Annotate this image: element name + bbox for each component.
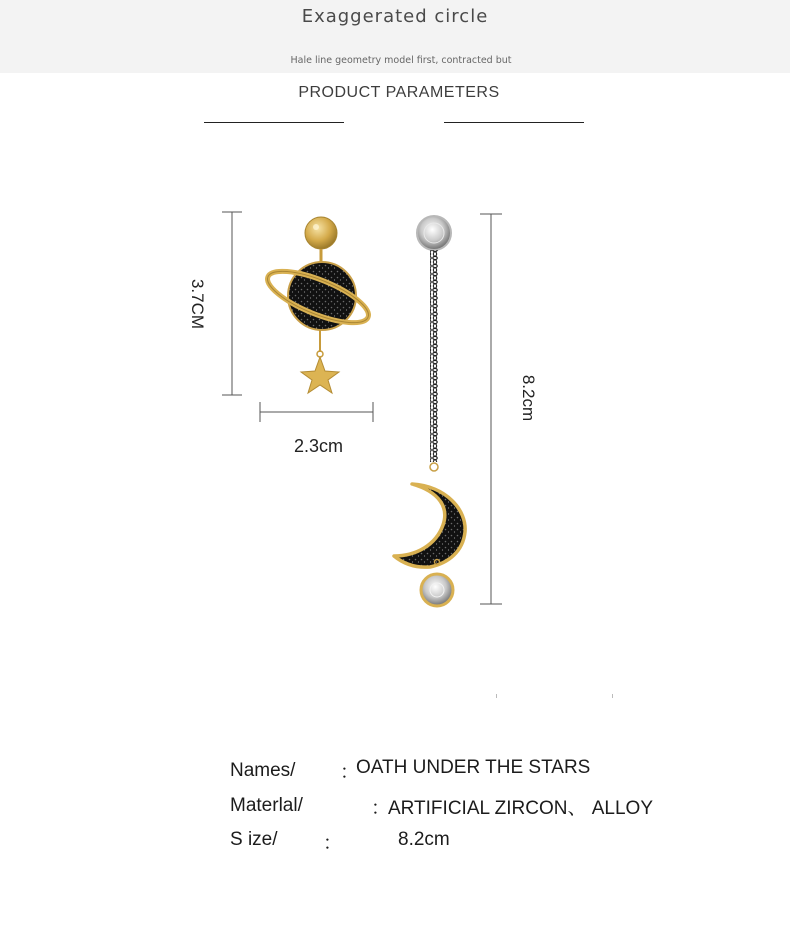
planet-height-label: 3.7CM — [188, 278, 208, 330]
tiny-marks — [496, 694, 613, 698]
banner-title: Exaggerated circle — [301, 6, 489, 27]
spec-material-separator: ： — [371, 798, 391, 819]
spec-material-value: ARTIFICIAL ZIRCON、 ALLOY — [388, 798, 653, 819]
spec-size-value: 8.2cm — [398, 829, 450, 850]
planet-earring — [262, 217, 375, 393]
banner-subtitle: Hale line geometry model first, contracted but — [290, 55, 512, 66]
spec-name-value: OATH UNDER THE STARS — [356, 757, 591, 778]
spec-material-label: Materlal/ — [230, 795, 303, 816]
planet-width-label: 2.3cm — [294, 436, 344, 456]
crystal-stud — [417, 216, 451, 250]
spec-size-label: S ize/ — [230, 829, 278, 850]
spec-name-separator: ： — [340, 762, 360, 783]
crystal-drop — [421, 574, 453, 606]
spec-size-separator: ： — [323, 833, 343, 854]
moon-dimension-lines — [480, 214, 502, 604]
section-title: PRODUCT PARAMETERS — [298, 84, 500, 101]
star-charm — [301, 357, 339, 393]
moon-length-label: 8.2cm — [519, 374, 539, 422]
spec-name-label: Names/ — [230, 760, 296, 781]
moon-earring — [394, 216, 465, 606]
crescent-moon — [394, 484, 465, 567]
chain — [430, 250, 438, 462]
stud-ball — [305, 217, 337, 249]
